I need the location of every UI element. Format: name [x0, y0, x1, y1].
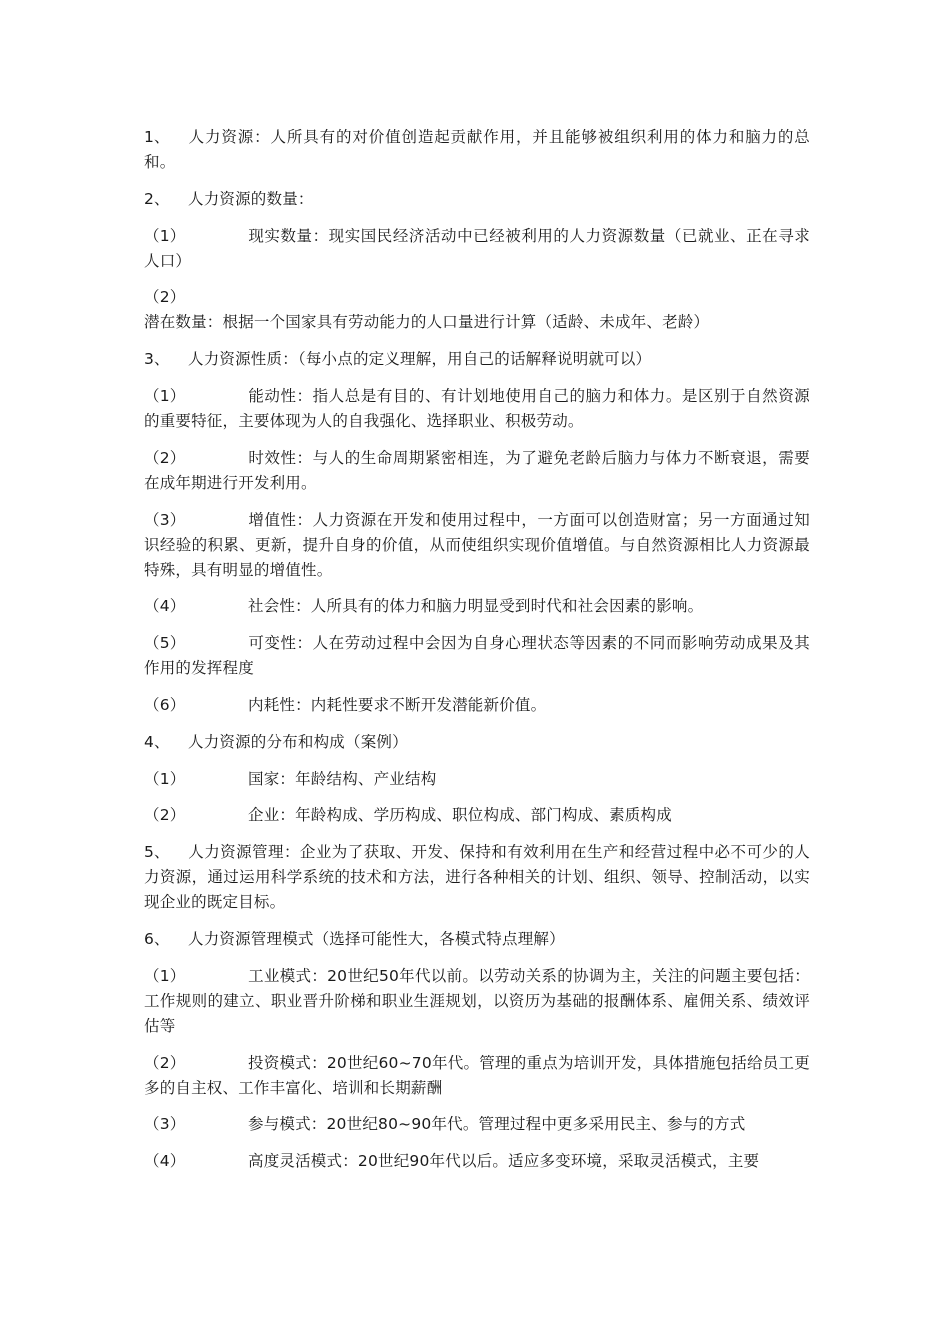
item-text: 参与模式：20世纪80~90年代。管理过程中更多采用民主、参与的方式 [248, 1115, 746, 1134]
item-number: （2） [144, 1053, 186, 1072]
item-number: （1） [144, 966, 186, 985]
subsection-paragraph [144, 631, 810, 681]
subsection-paragraph [144, 964, 810, 1039]
section-paragraph [144, 840, 810, 915]
item-text: 潜在数量：根据一个国家具有劳动能力的人口量进行计算（适龄、未成年、老龄） [144, 313, 710, 332]
item-text: 人力资源性质：（每小点的定义理解，用自己的话解释说明就可以） [188, 350, 652, 369]
section-paragraph [144, 927, 810, 952]
item-text: 投资模式：20世纪60~70年代。管理的重点为培训开发，具体措施包括给员工更多的自主权、工作丰富化、培训和长期薪酬 [144, 1053, 810, 1097]
subsection-paragraph [144, 1112, 810, 1137]
item-number: （2） [144, 806, 186, 825]
subsection-paragraph [144, 693, 810, 718]
subsection-paragraph [144, 767, 810, 792]
item-number: 5、 [144, 843, 170, 862]
item-number: （1） [144, 386, 186, 405]
item-text: 高度灵活模式：20世纪90年代以后。适应多变环境，采取灵活模式，主要 [248, 1152, 760, 1171]
item-number: （4） [144, 1152, 186, 1171]
item-text: 社会性：人所具有的体力和脑力明显受到时代和社会因素的影响。 [248, 597, 704, 616]
subsection-paragraph [144, 384, 810, 434]
subsection-paragraph [144, 1051, 810, 1101]
item-text: 人力资源管理模式（选择可能性大，各模式特点理解） [188, 929, 565, 948]
item-number: 2、 [144, 189, 170, 208]
item-number: （4） [144, 597, 186, 616]
item-number: 4、 [144, 732, 170, 751]
item-text: 人力资源的分布和构成（案例） [188, 732, 408, 751]
item-text: 时效性：与人的生命周期紧密相连，为了避免老龄后脑力与体力不断衰退，需要在成年期进行开发利用。 [144, 448, 810, 492]
item-number: （3） [144, 510, 186, 529]
subsection-paragraph [144, 594, 810, 619]
section-paragraph [144, 347, 810, 372]
item-number: （2） [144, 448, 186, 467]
item-number: （6） [144, 695, 186, 714]
item-text: 内耗性：内耗性要求不断开发潜能新价值。 [248, 695, 547, 714]
item-number: （1） [144, 226, 186, 245]
item-text: 人力资源的数量： [188, 189, 314, 208]
item-text: 人力资源管理：企业为了获取、开发、保持和有效利用在生产和经营过程中必不可少的人力资源，通过运用科学系统的技术和方法，进行各种相关的计划、组织、领导、控制活动，以实现企业的既定目标。 [144, 843, 810, 912]
item-text: 企业：年龄构成、学历构成、职位构成、部门构成、素质构成 [248, 806, 672, 825]
item-number: （5） [144, 634, 186, 653]
subsection-paragraph [144, 803, 810, 828]
item-number: （2） [144, 288, 186, 307]
item-text: 国家：年龄结构、产业结构 [248, 769, 437, 788]
item-text: 能动性：指人总是有目的、有计划地使用自己的脑力和体力。是区别于自然资源的重要特征，主要体现为人的自我强化、选择职业、积极劳动。 [144, 386, 810, 430]
item-text: 人力资源：人所具有的对价值创造起贡献作用，并且能够被组织利用的体力和脑力的总和。 [144, 128, 810, 171]
item-text: 工业模式：20世纪50年代以前。以劳动关系的协调为主，关注的问题主要包括：工作规则的建立、职业晋升阶梯和职业生涯规划，以资历为基础的报酬体系、雇佣关系、绩效评估等 [144, 966, 810, 1035]
item-number: 1、 [144, 128, 170, 146]
item-number: （1） [144, 769, 186, 788]
subsection-paragraph [144, 508, 810, 583]
item-number: 3、 [144, 350, 170, 369]
item-number: （3） [144, 1115, 186, 1134]
item-text: 增值性：人力资源在开发和使用过程中，一方面可以创造财富；另一方面通过知识经验的积累、更新，提升自身的价值，从而使组织实现价值增值。与自然资源相比人力资源最特殊，具有明显的增值性。 [144, 510, 810, 579]
subsection-paragraph [144, 1149, 810, 1174]
section-paragraph [144, 187, 810, 212]
item-text: 可变性：人在劳动过程中会因为自身心理状态等因素的不同而影响劳动成果及其作用的发挥程度 [144, 634, 810, 678]
document-body [144, 125, 810, 1186]
item-text: 现实数量：现实国民经济活动中已经被利用的人力资源数量（已就业、正在寻求人口） [144, 226, 810, 270]
subsection-paragraph [144, 224, 810, 274]
subsection-paragraph [144, 285, 810, 335]
subsection-paragraph [144, 446, 810, 496]
section-paragraph [144, 730, 810, 755]
section-paragraph [144, 125, 810, 175]
item-number: 6、 [144, 929, 170, 948]
